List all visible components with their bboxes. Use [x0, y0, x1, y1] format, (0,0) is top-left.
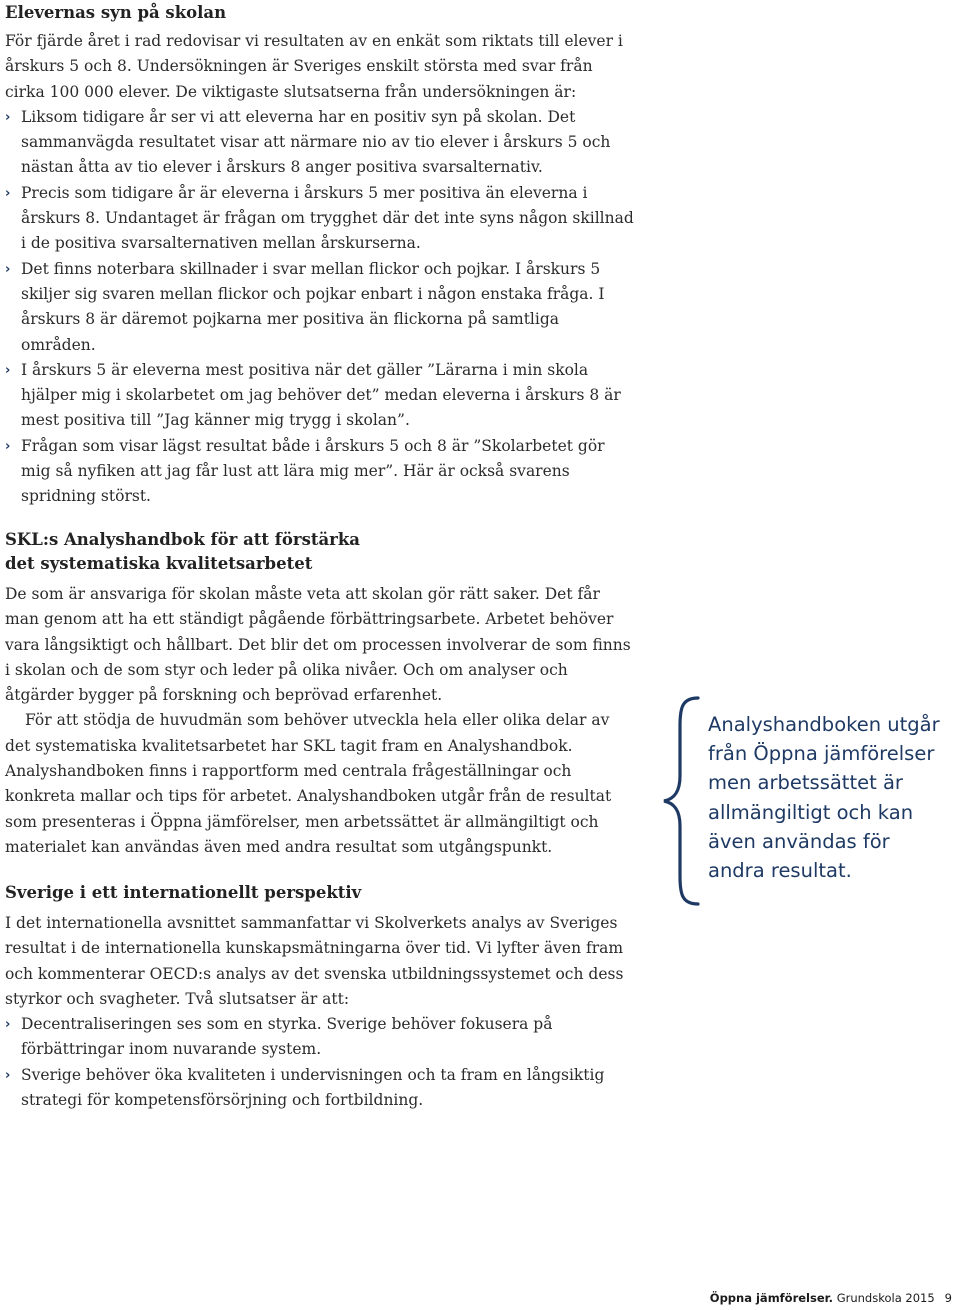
- list-item: › Liksom tidigare år ser vi att eleverna har en positiv syn på skolan. Det sammanvägda resultatet visar att närmare nio av tio elever i årskurs 5 och nästan åtta av tio elever i årskurs 8 anger positiva svarsalternativ.: [5, 105, 637, 181]
- chevron-right-icon: ›: [5, 1017, 11, 1033]
- section-heading: SKL:s Analyshandbok för att förstärka det systematiska kvalitetsarbetet: [5, 530, 360, 573]
- chevron-right-icon: ›: [5, 362, 11, 378]
- section-intro: I det internationella avsnittet sammanfattar vi Skolverkets analys av Sveriges resultat i de internationella kunskapsmätningarna över tid. Vi lyfter även fram och kommenterar OECD:s analys av det svenska utbildningssystemet och dess styrkor och svagheter. Två slutsatser är att:: [5, 914, 624, 1008]
- chevron-right-icon: ›: [5, 185, 11, 201]
- section-student-views: [5, 0, 637, 510]
- chevron-right-icon: ›: [5, 438, 11, 454]
- chevron-right-icon: ›: [5, 261, 11, 277]
- section-analyshandbok: [5, 528, 637, 860]
- section-paragraph: De som är ansvariga för skolan måste veta att skolan gör rätt saker. Det får man genom att ha ett ständigt pågående förbättringsarbete. Arbetet behöver vara långsiktigt och hållbart. Det blir det om processen involverar de som finns i skolan och de som styr och leder på olika nivåer. Och om analyser och åtgärder bygger på forskning och beprövad erfarenhet.: [5, 585, 631, 705]
- list-item: › Det finns noterbara skillnader i svar mellan flickor och pojkar. I årskurs 5 skiljer sig svaren mellan flickor och pojkar enbart i någon enstaka fråga. I årskurs 8 är däremot pojkarna mer positiva än flickorna på samtliga områden.: [5, 257, 637, 358]
- list-item: › Sverige behöver öka kvaliteten i undervisningen och ta fram en långsiktig strategi för kompetensförsörjning och fortbildning.: [5, 1063, 637, 1114]
- conclusion-list: [5, 105, 637, 510]
- section-international: [5, 880, 637, 1113]
- page-number: 9: [944, 1291, 952, 1305]
- section-heading: Sverige i ett internationellt perspektiv: [5, 883, 362, 902]
- conclusion-list: [5, 1012, 637, 1113]
- pull-quote: [660, 696, 950, 906]
- section-heading: Elevernas syn på skolan: [5, 3, 227, 22]
- list-item: › I årskurs 5 är eleverna mest positiva när det gäller ”Lärarna i min skola hjälper mig i skolarbetet om jag behöver det” medan eleverna i årskurs 8 är mest positiva till ”Jag känner mig trygg i skolan”.: [5, 358, 637, 434]
- chevron-right-icon: ›: [5, 109, 11, 125]
- publication-title: Öppna jämförelser.: [709, 1291, 834, 1305]
- list-item: › Frågan som visar lägst resultat både i årskurs 5 och 8 är ”Skolarbetet gör mig så nyfiken att jag får lust att lära mig mer”. Här är också svarens spridning störst.: [5, 434, 637, 510]
- publication-subtitle: Grundskola 2015: [836, 1291, 935, 1305]
- curly-brace-icon: [660, 696, 704, 906]
- chevron-right-icon: ›: [5, 1067, 11, 1083]
- page-footer: [710, 1290, 952, 1306]
- pull-quote-text: Analyshandboken utgår från Öppna jämförelser men arbetssättet är allmängiltigt och kan även användas för andra resultat.: [708, 713, 940, 883]
- list-item: › Decentraliseringen ses som en styrka. Sverige behöver fokusera på förbättringar inom nuvarande system.: [5, 1012, 637, 1063]
- list-item: › Precis som tidigare år är eleverna i årskurs 5 mer positiva än eleverna i årskurs 8. Undantaget är frågan om trygghet där det inte syns någon skillnad i de positiva svarsalternativen mellan årskurserna.: [5, 181, 637, 257]
- section-intro: För fjärde året i rad redovisar vi resultaten av en enkät som riktats till elever i årskurs 5 och 8. Undersökningen är Sveriges enskilt största med svar från cirka 100 000 elever. De viktigaste slutsatserna från undersökningen är:: [5, 32, 623, 101]
- section-paragraph: För att stödja de huvudmän som behöver utveckla hela eller olika delar av det systematiska kvalitetsarbetet har SKL tagit fram en Analyshandbok. Analyshandboken finns i rapportform med centrala frågeställningar och konkreta mallar och tips för arbetet. Analyshandboken utgår från de resultat som presenteras i Öppna jämförelser, men arbetssättet är allmängiltigt och materialet kan användas även med andra resultat som utgångspunkt.: [5, 711, 612, 856]
